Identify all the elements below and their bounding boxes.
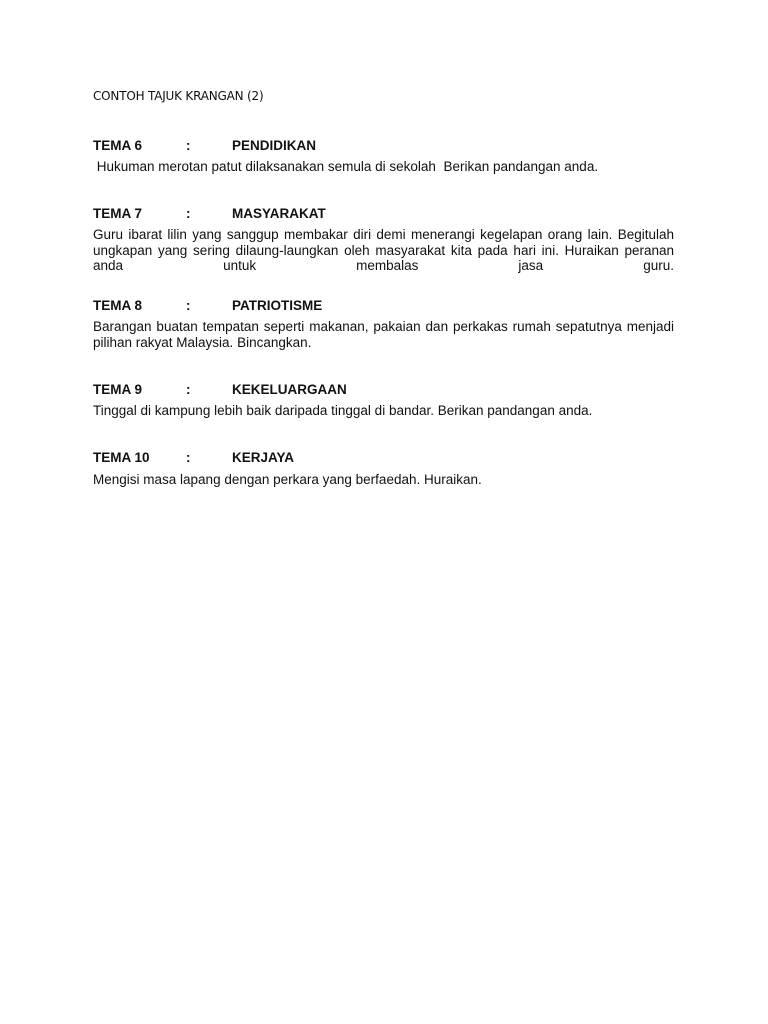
theme-heading: [93, 297, 674, 315]
theme-colon: :: [186, 450, 191, 465]
theme-name: KEKELUARGAAN: [232, 382, 347, 397]
theme-colon: :: [186, 298, 191, 313]
essay-question: Hukuman merotan patut dilaksanakan semula di sekolah Berikan pandangan anda.: [93, 159, 599, 174]
theme-label: TEMA 9: [93, 382, 143, 397]
theme-heading: [93, 449, 674, 467]
theme-heading: [93, 137, 674, 155]
theme-section-7: [93, 205, 674, 274]
theme-name: PATRIOTISME: [232, 298, 323, 313]
essay-question: Tinggal di kampung lebih baik daripada tinggal di bandar. Berikan pandangan anda.: [93, 403, 593, 418]
theme-section-10: [93, 449, 674, 488]
theme-label: TEMA 10: [93, 450, 150, 465]
theme-section-8: [93, 297, 674, 350]
theme-heading: [93, 381, 674, 399]
theme-colon: :: [186, 206, 191, 221]
theme-label: TEMA 8: [93, 298, 143, 313]
theme-name: KERJAYA: [232, 450, 295, 465]
theme-label: TEMA 6: [93, 138, 143, 153]
theme-section-6: [93, 137, 674, 175]
theme-name: MASYARAKAT: [232, 206, 326, 221]
essay-question: Guru ibarat lilin yang sanggup membakar diri demi menerangi kegelapan orang lain. Begitulah ungkapan yang sering dilaung-laungkan oleh masyarakat kita pada hari ini. Huraikan peranan anda untuk membalas jasa guru.: [93, 227, 674, 273]
theme-colon: :: [186, 138, 191, 153]
theme-heading: [93, 205, 674, 223]
theme-label: TEMA 7: [93, 206, 143, 221]
document-title: CONTOH TAJUK KRANGAN (2): [93, 89, 264, 103]
essay-question: Barangan buatan tempatan seperti makanan, pakaian dan perkakas rumah sepatutnya menjadi pilihan rakyat Malaysia. Bincangkan.: [93, 319, 674, 350]
essay-question: Mengisi masa lapang dengan perkara yang berfaedah. Huraikan.: [93, 472, 482, 487]
theme-name: PENDIDIKAN: [232, 138, 317, 153]
theme-colon: :: [186, 382, 191, 397]
theme-section-9: [93, 381, 674, 419]
